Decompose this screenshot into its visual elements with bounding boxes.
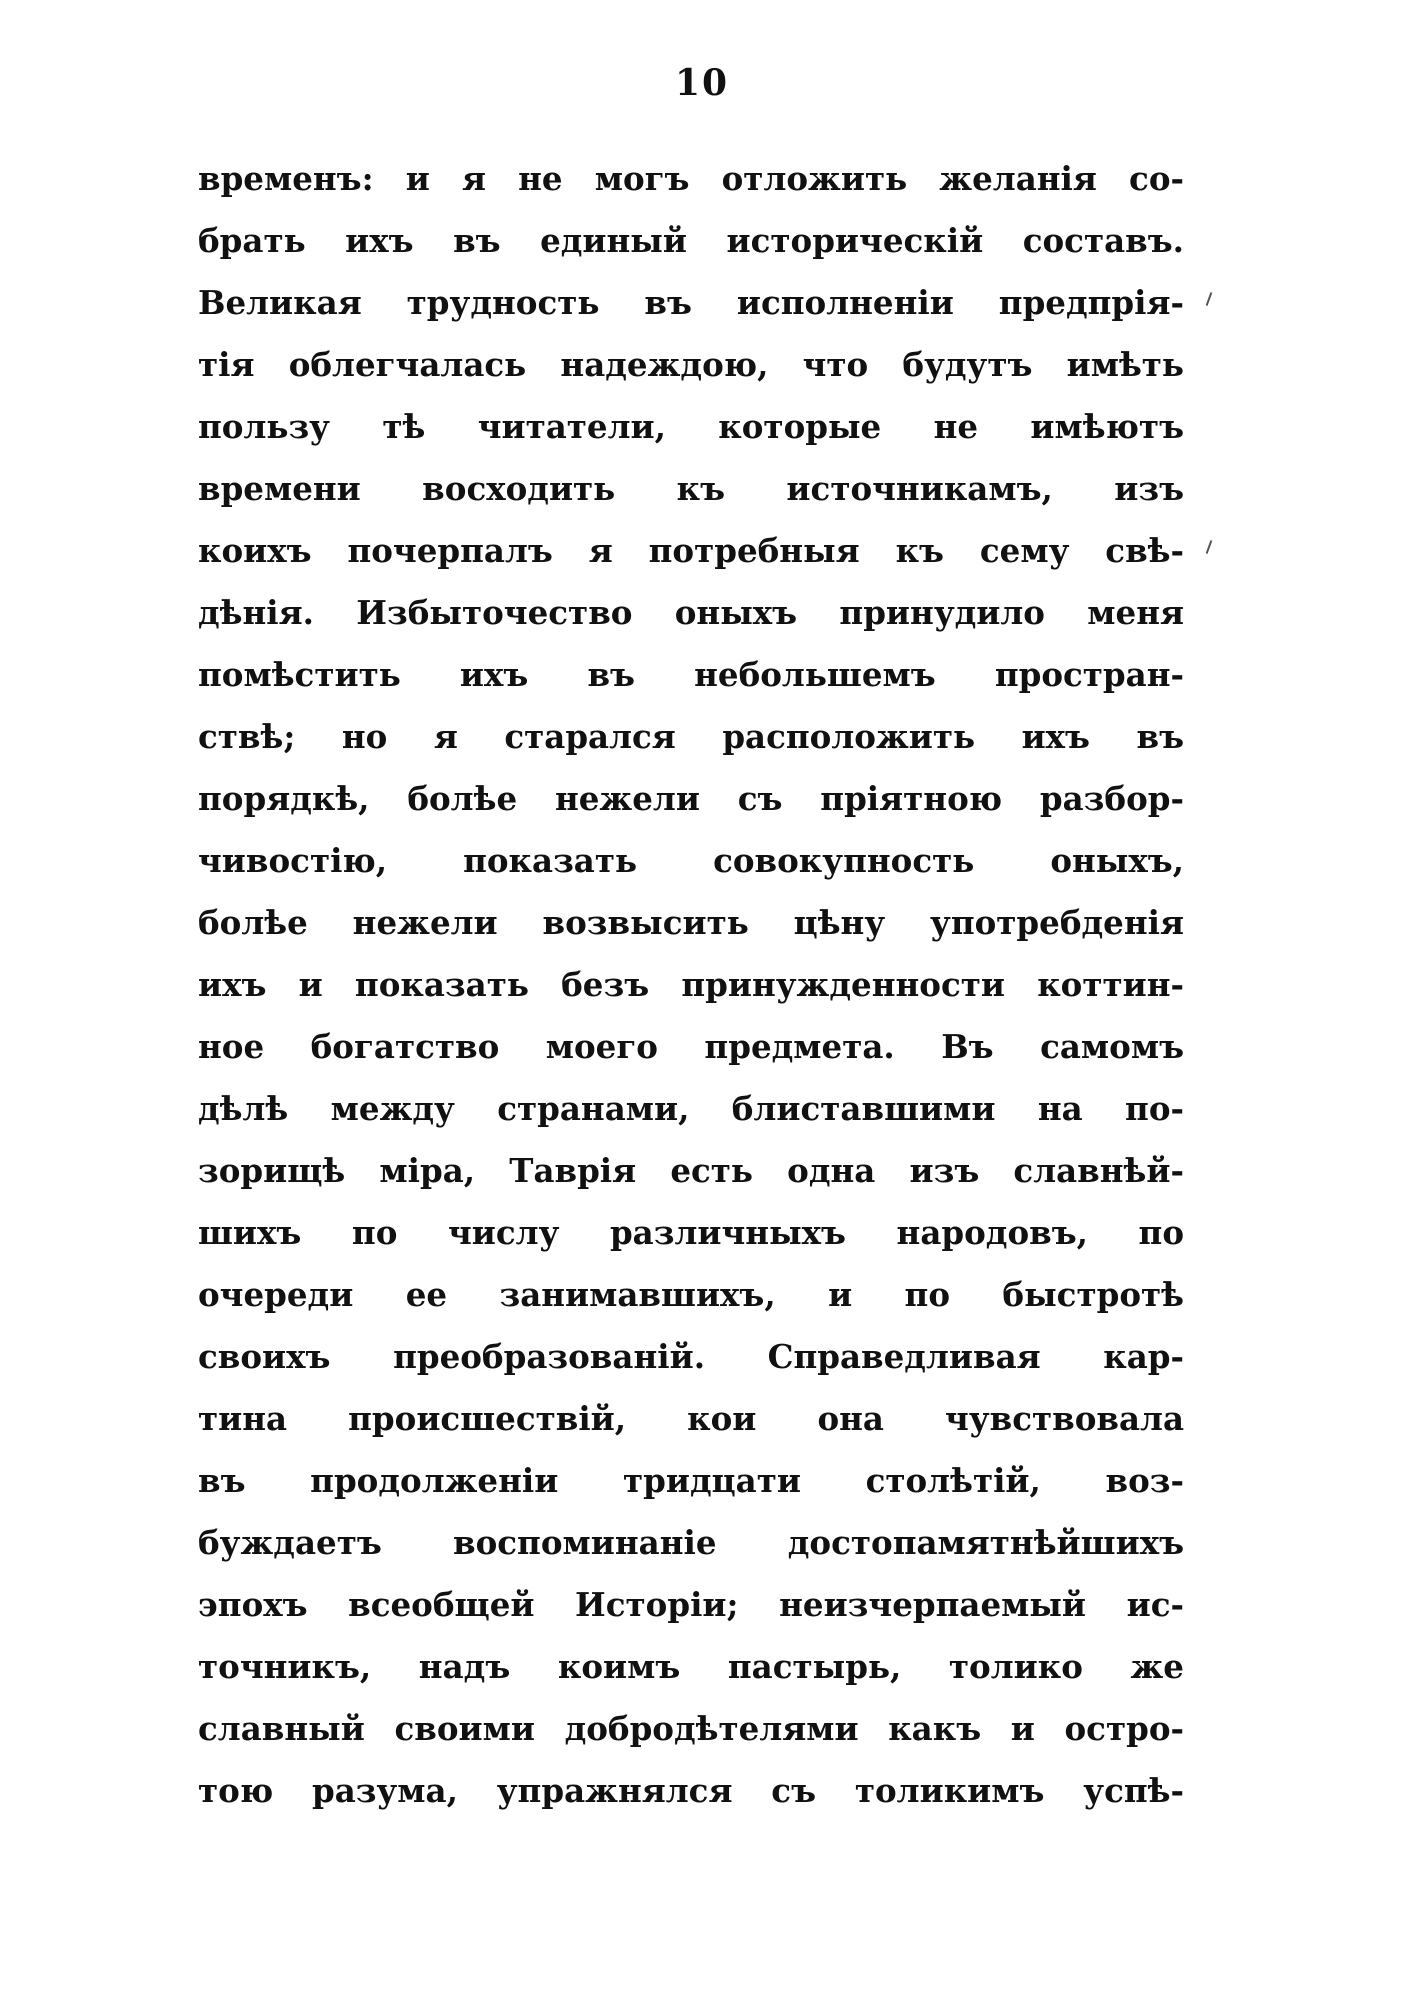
text-line: точникъ, надъ коимъ пастырь, толико же bbox=[198, 1647, 1184, 1686]
text-line: очереди ее занимавшихъ, и по быстротѣ bbox=[198, 1275, 1184, 1314]
text-line: своихъ преобразованій. Справедливая кар- bbox=[198, 1337, 1184, 1376]
text-line: тою разума, упражнялся съ толикимъ успѣ- bbox=[198, 1771, 1184, 1810]
text-line: шихъ по числу различныхъ народовъ, по bbox=[198, 1213, 1184, 1252]
text-line: въ продолженіи тридцати столѣтій, воз- bbox=[198, 1461, 1184, 1500]
text-line: ихъ и показать безъ принужденности коттин- bbox=[198, 965, 1184, 1004]
text-line: тія облегчалась надеждою, что будутъ имѣть bbox=[198, 345, 1184, 384]
text-line: дѣлѣ между странами, блиставшими на по- bbox=[198, 1089, 1184, 1128]
text-line: брать ихъ въ единый историческій составъ. bbox=[198, 221, 1184, 260]
text-line: коихъ почерпалъ я потребныя къ сему свѣ- bbox=[198, 531, 1184, 570]
text-line: ное богатство моего предмета. Въ самомъ bbox=[198, 1027, 1184, 1066]
text-line: чивостію, показать совокупность оныхъ, bbox=[198, 841, 1184, 880]
body-text bbox=[198, 148, 1184, 1822]
text-line: времени восходить къ источникамъ, изъ bbox=[198, 469, 1184, 508]
text-line: порядкѣ, болѣе нежели съ пріятною разбор- bbox=[198, 779, 1184, 818]
text-line: помѣстить ихъ въ небольшемъ простран- bbox=[198, 655, 1184, 694]
text-line: временъ: и я не могъ отложить желанія со- bbox=[198, 159, 1184, 198]
text-line: эпохъ всеобщей Исторіи; неизчерпаемый ис- bbox=[198, 1585, 1184, 1624]
text-line: ствѣ; но я старался расположить ихъ въ bbox=[198, 717, 1184, 756]
text-line: славный своими добродѣтелями какъ и остро- bbox=[198, 1709, 1184, 1748]
text-line: Великая трудность въ исполненіи предпрія- bbox=[198, 283, 1184, 322]
text-line: пользу тѣ читатели, которые не имѣютъ bbox=[198, 407, 1184, 446]
text-line: зорищѣ міра, Таврія есть одна изъ славнѣй- bbox=[198, 1151, 1184, 1190]
margin-tick-mark bbox=[1206, 540, 1213, 554]
text-line: дѣнія. Избыточество оныхъ принудило меня bbox=[198, 593, 1184, 632]
page-number: 10 bbox=[674, 62, 730, 104]
text-line: тина происшествій, кои она чувствовала bbox=[198, 1399, 1184, 1438]
text-line: буждаетъ воспоминаніе достопамятнѣйшихъ bbox=[198, 1523, 1184, 1562]
margin-tick-mark bbox=[1206, 292, 1213, 306]
text-line: болѣе нежели возвысить цѣну употребденія bbox=[198, 903, 1184, 942]
